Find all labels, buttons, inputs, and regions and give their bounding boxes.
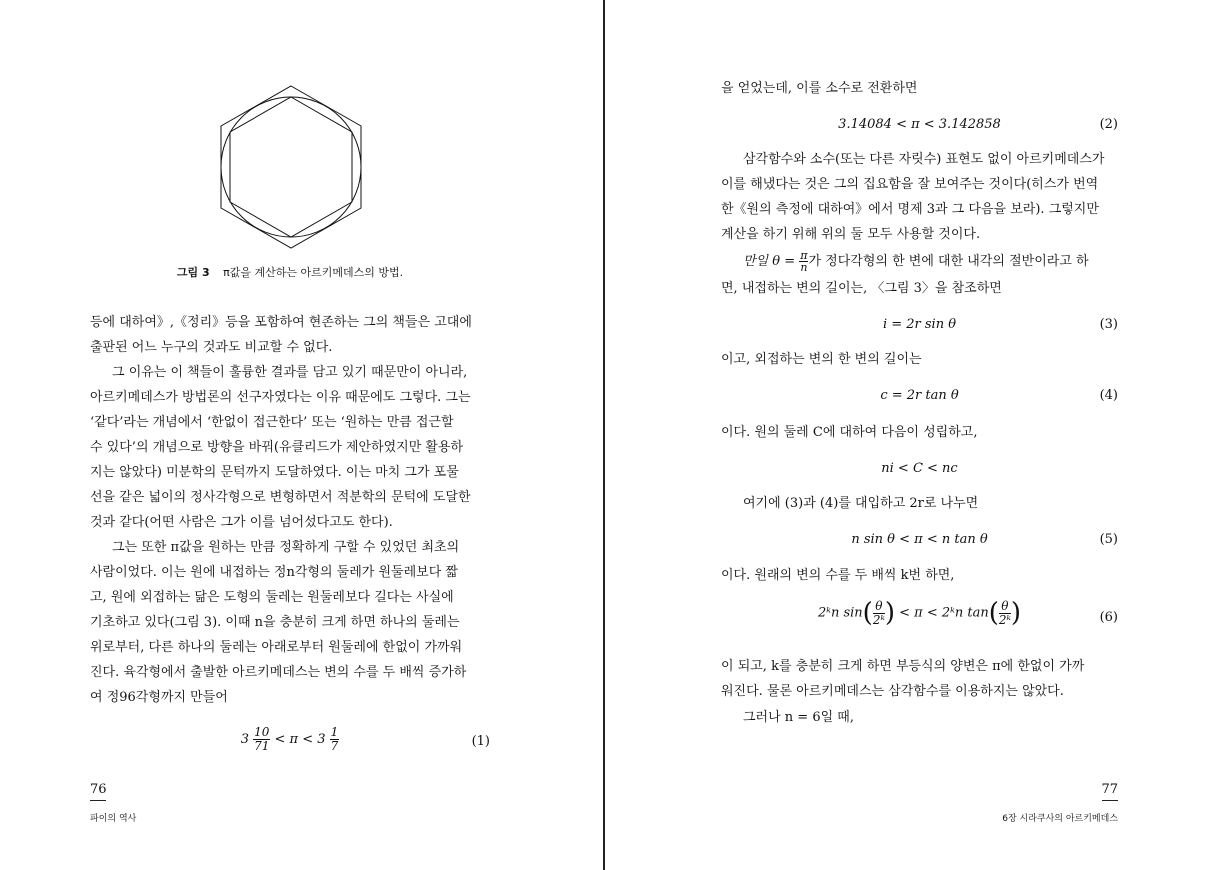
text-line: 그러나 n = 6일 때,	[743, 710, 854, 725]
text-line: 계산을 하기 위해 위의 둘 모두 사용할 것이다.	[721, 227, 981, 242]
text-line: 이다. 원의 둘레 C에 대하여 다음이 성립하고,	[721, 425, 978, 440]
equation-number: (1)	[471, 734, 490, 749]
text-line: ‘같다’라는 개념에서 ‘한없이 접근한다’ 또는 ‘원하는 만큼 접근할	[90, 415, 454, 430]
footer-rule	[90, 800, 106, 801]
figure-caption	[90, 264, 490, 280]
fraction-numerator: 10	[254, 725, 270, 739]
text-line: 아르키메데스가 방법론의 선구자였다는 이유 때문에도 그렇다. 그는	[90, 390, 471, 405]
text-line: 여기에 (3)과 (4)를 대입하고 2r로 나누면	[743, 496, 979, 511]
equation-number: (6)	[1099, 610, 1118, 625]
text-line: 여 정96각형까지 만들어	[90, 690, 228, 705]
fraction-denominator: 2ᵏ	[998, 612, 1011, 627]
figure-caption-label: 그림 3	[176, 266, 210, 279]
running-title: 6장 시라쿠사의 아르키메데스	[1002, 814, 1118, 824]
equation-6-left: 2ᵏn sin	[817, 605, 863, 621]
text-line: 이를 해냈다는 것은 그의 집요함을 잘 보여주는 것이다(히스가 번역	[721, 177, 1099, 192]
text-line: 이다. 원래의 변의 수를 두 배씩 k번 하면,	[721, 568, 955, 583]
equation-number: (2)	[1099, 117, 1118, 132]
fraction-denominator: n	[800, 261, 808, 274]
book-spine	[603, 0, 605, 870]
text-line: 지는 않았다) 미분학의 문턱까지 도달하였다. 이는 마치 그가 포물	[90, 465, 459, 480]
text-line: 면, 내접하는 변의 길이는, 〈그림 3〉을 참조하면	[721, 281, 1002, 296]
text-line: 것과 같다(어떤 사람은 그가 이를 넘어섰다고도 한다).	[90, 515, 393, 530]
fraction	[253, 726, 270, 753]
equation-6	[721, 598, 1118, 642]
equation-4	[721, 388, 1118, 414]
inequality-body: ni < C < nc	[881, 461, 958, 476]
equation-5-body: n sin θ < π < n tan θ	[851, 532, 988, 547]
fraction-denominator: 2ᵏ	[872, 612, 885, 627]
text-line: 삼각함수와 소수(또는 다른 자릿수) 표현도 없이 아르키메데스가	[743, 152, 1105, 167]
page-number: 76	[90, 782, 107, 797]
equation-3	[721, 317, 1118, 343]
right-paragraph-g	[721, 654, 1118, 704]
fraction-denominator: 71	[254, 739, 270, 753]
text-line: 선을 같은 넓이의 정사각형으로 변형하면서 적분학의 문턱에 도달한	[90, 490, 471, 505]
fraction	[999, 600, 1011, 627]
text-line: 등에 대하여》,《정리》등을 포함하여 현존하는 그의 책들은 고대에	[90, 315, 472, 330]
text-line: 이 되고, k를 충분히 크게 하면 부등식의 양변은 π에 한없이 가까	[721, 659, 1085, 674]
inequality-middle: < π < 3	[274, 732, 326, 747]
text-line: 기초하고 있다(그림 3). 이때 n을 충분히 크게 하면 하나의 둘레는	[90, 615, 460, 630]
fraction-numerator: θ	[873, 600, 885, 614]
text-line: 수 있다’의 개념으로 방향을 바꿔(유클리드가 제안하였지만 활용하	[90, 440, 464, 455]
text-line: 을 얻었는데, 이를 소수로 전환하면	[721, 81, 918, 96]
fraction-numerator: π	[800, 249, 808, 262]
equation-number: (5)	[1099, 532, 1118, 547]
fraction	[330, 726, 340, 753]
figure-caption-text: π값을 계산하는 아르키메데스의 방법.	[223, 266, 404, 279]
equation-3-body: i = 2r sin θ	[882, 317, 957, 332]
page-number: 77	[1101, 782, 1118, 797]
text-line: 진다. 육각형에서 출발한 아르키메데스는 변의 수를 두 배씩 증가하	[90, 665, 467, 680]
equation-inequality	[721, 461, 1118, 487]
text-line: 그 이유는 이 책들이 훌륭한 결과를 담고 있기 때문만이 아니라,	[112, 365, 468, 380]
right-paragraph-a	[721, 147, 1118, 247]
equation-2	[721, 117, 1118, 143]
left-paragraph-2	[90, 360, 490, 535]
text-line: 이고, 외접하는 변의 한 변의 길이는	[721, 352, 922, 367]
fraction-numerator: θ	[999, 600, 1011, 614]
right-page	[721, 0, 1118, 870]
fraction-numerator: 1	[330, 725, 339, 739]
equation-2-body: 3.14084 < π < 3.142858	[838, 117, 1001, 132]
text-line: 고, 원에 외접하는 닮은 도형의 둘레는 원둘레보다 길다는 사실에	[90, 590, 454, 605]
left-page	[90, 0, 490, 870]
figure-hexagon-circle	[218, 84, 364, 250]
theta-definition: 만일 θ =	[743, 254, 796, 269]
right-paragraph-b-line1	[721, 249, 1118, 274]
equation-6-body: 2ᵏn sin( $\frac{\theta}{\text{2ᵏ}}$ ) < π < 2ᵏn tan( $\frac{\theta}{\text{2ᵏ}}$ )	[817, 598, 1022, 628]
equation-number: (3)	[1099, 317, 1118, 332]
fraction-denominator: 7	[330, 739, 339, 753]
text-line: 사람이었다. 이는 원에 내접하는 정n각형의 둘레가 원둘레보다 짧	[90, 565, 458, 580]
left-paragraph-1	[90, 310, 490, 360]
equation-number: (4)	[1099, 388, 1118, 403]
equation-1	[90, 726, 490, 760]
text-line: 출판된 어느 누구의 것과도 비교할 수 없다.	[90, 340, 333, 355]
left-paragraph-3	[90, 535, 490, 710]
equation-4-body: c = 2r tan θ	[880, 388, 959, 403]
equation-1-body	[90, 726, 490, 753]
text-line: 그는 또한 π값을 원하는 만큼 정확하게 구할 수 있었던 최초의	[112, 540, 460, 555]
running-title: 파이의 역사	[90, 814, 137, 824]
text-line: 한《원의 측정에 대하여》에서 명제 3과 그 다음을 보라). 그렇지만	[721, 202, 1099, 217]
text-span: 가 정다각형의 한 변에 대한 내각의 절반이라고 하	[808, 254, 1089, 269]
fraction	[873, 600, 885, 627]
equation-6-middle: < π < 2ᵏn tan	[899, 605, 989, 621]
mixed-whole: 3	[240, 732, 249, 747]
equation-5	[721, 532, 1118, 558]
footer-rule	[1102, 800, 1118, 801]
text-line: 위로부터, 다른 하나의 둘레는 아래로부터 원둘레에 한없이 가까워	[90, 640, 463, 655]
text-line: 워진다. 물론 아르키메데스는 삼각함수를 이용하지는 않았다.	[721, 684, 1064, 699]
